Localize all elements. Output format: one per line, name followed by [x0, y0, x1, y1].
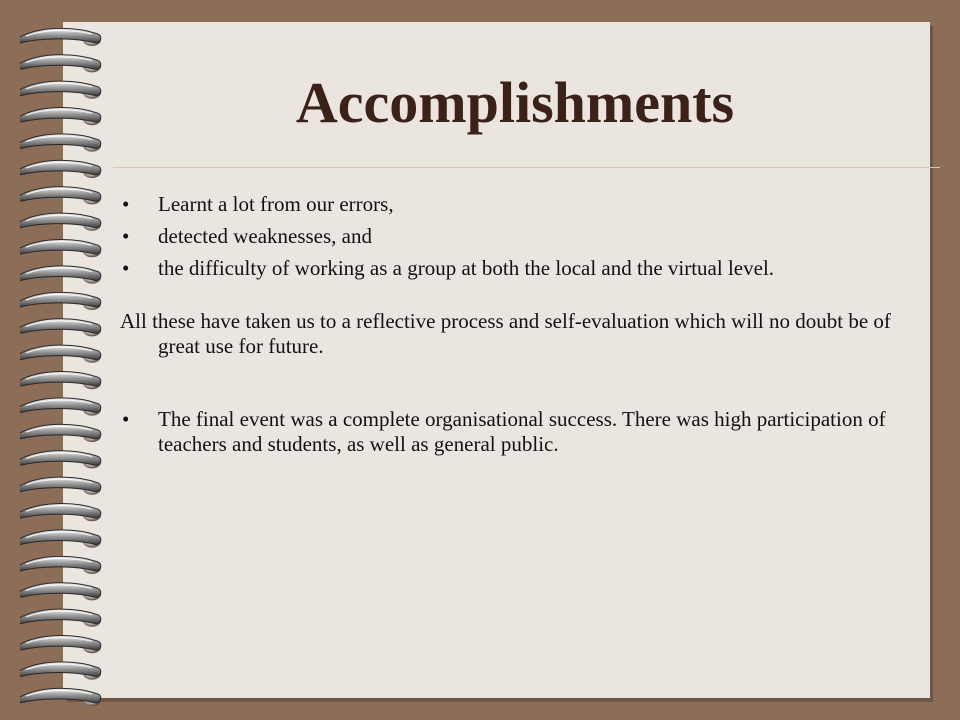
spiral-coil [20, 345, 101, 363]
spiral-coil [20, 398, 101, 416]
spiral-coil [20, 530, 101, 548]
bullet-text: the difficulty of working as a group at both the local and the virtual level. [158, 256, 775, 280]
spiral-coil [20, 504, 101, 522]
bullet-item [120, 224, 910, 249]
bullet-item [120, 192, 910, 217]
slide-title: Accomplishments [295, 70, 735, 135]
spiral-coil [20, 134, 101, 152]
spiral-coil [20, 81, 101, 99]
spiral-coil [20, 213, 101, 231]
spiral-coil [20, 556, 101, 574]
spiral-coil [20, 662, 101, 680]
spiral-coil [20, 477, 101, 495]
bullet-item [120, 256, 910, 281]
reflection-paragraph: All these have taken us to a reflective process and self-evaluation which will no doubt be of great use for future. [120, 309, 891, 358]
bullet-marker: • [122, 192, 130, 216]
spiral-coil [20, 160, 101, 178]
bullet-text: Learnt a lot from our errors, [158, 192, 394, 216]
spiral-coil [20, 424, 101, 442]
bullet-text: The final event was a complete organisational success. There was high participation of teachers and students, as well as general public. [158, 407, 886, 456]
spiral-coil [20, 240, 101, 258]
spiral-coil [20, 28, 101, 46]
spiral-coil [20, 609, 101, 627]
spiral-coil [20, 688, 101, 706]
slide-body [120, 192, 910, 464]
spiral-coil [20, 108, 101, 126]
spiral-coil [20, 451, 101, 469]
bullet-item [120, 407, 910, 457]
spiral-coil [20, 636, 101, 654]
title-divider [113, 167, 940, 168]
bullet-marker: • [122, 224, 130, 248]
spiral-coil [20, 583, 101, 601]
spiral-coil [20, 372, 101, 390]
spiral-coil [20, 266, 101, 284]
spiral-coil [20, 55, 101, 73]
bullet-marker: • [122, 256, 130, 280]
bullet-text: detected weaknesses, and [158, 224, 372, 248]
spiral-coil [20, 187, 101, 205]
bullet-marker: • [122, 407, 130, 431]
spiral-coil [20, 292, 101, 310]
spiral-coil [20, 319, 101, 337]
